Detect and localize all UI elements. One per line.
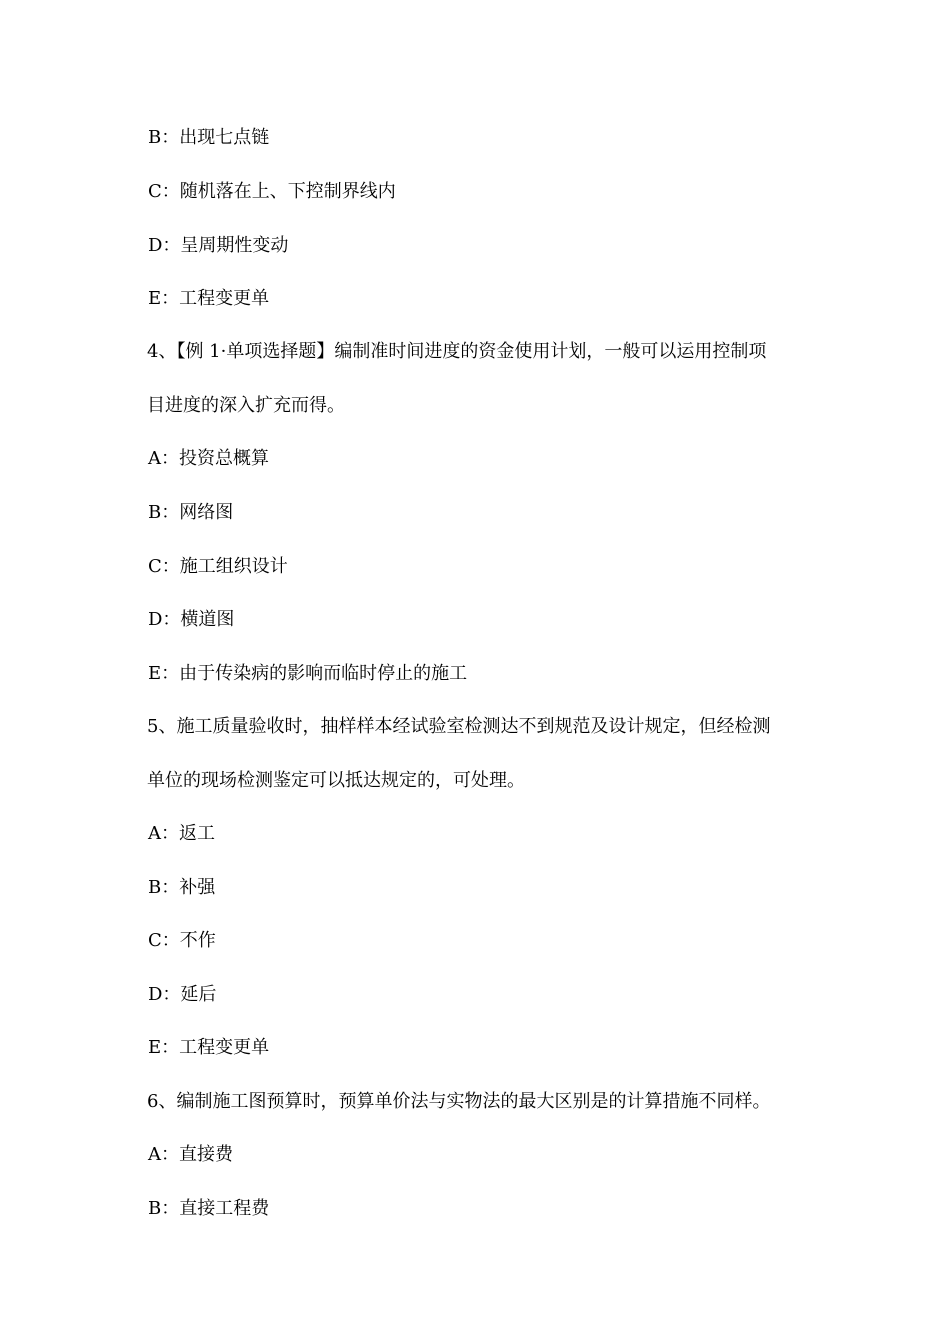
q6-option-b: B：直接工程费 bbox=[148, 1198, 270, 1219]
q4-option-c: C：施工组织设计 bbox=[148, 556, 288, 577]
q5-option-e: E：工程变更单 bbox=[148, 1037, 270, 1058]
q5-option-d: D：延后 bbox=[148, 984, 217, 1005]
q3-option-e: E：工程变更单 bbox=[148, 288, 270, 309]
q4-option-b: B：网络图 bbox=[148, 502, 234, 523]
q6-stem-line1: 6、编制施工图预算时，预算单价法与实物法的最大区别是的计算措施不同样。 bbox=[147, 1091, 771, 1112]
q5-stem-line1: 5、施工质量验收时，抽样样本经试验室检测达不到规范及设计规定，但经检测 bbox=[147, 716, 771, 737]
q3-option-c: C：随机落在上、下控制界线内 bbox=[148, 181, 396, 202]
q3-option-b: B：出现七点链 bbox=[148, 127, 270, 148]
q5-stem-line2: 单位的现场检测鉴定可以抵达规定的，可处理。 bbox=[147, 770, 525, 791]
q6-option-a: A：直接费 bbox=[148, 1144, 233, 1165]
q5-option-a: A：返工 bbox=[148, 823, 215, 844]
q4-stem-line2: 目进度的深入扩充而得。 bbox=[147, 395, 345, 416]
q3-option-d: D：呈周期性变动 bbox=[148, 235, 289, 256]
q4-stem-line1: 4、【例 1·单项选择题】编制准时间进度的资金使用计划，一般可以运用控制项 bbox=[147, 341, 767, 362]
q4-option-d: D：横道图 bbox=[148, 609, 235, 630]
q5-option-b: B：补强 bbox=[148, 877, 216, 898]
q4-option-e: E：由于传染病的影响而临时停止的施工 bbox=[148, 663, 468, 684]
q5-option-c: C：不作 bbox=[148, 930, 216, 951]
q4-option-a: A：投资总概算 bbox=[148, 448, 269, 469]
